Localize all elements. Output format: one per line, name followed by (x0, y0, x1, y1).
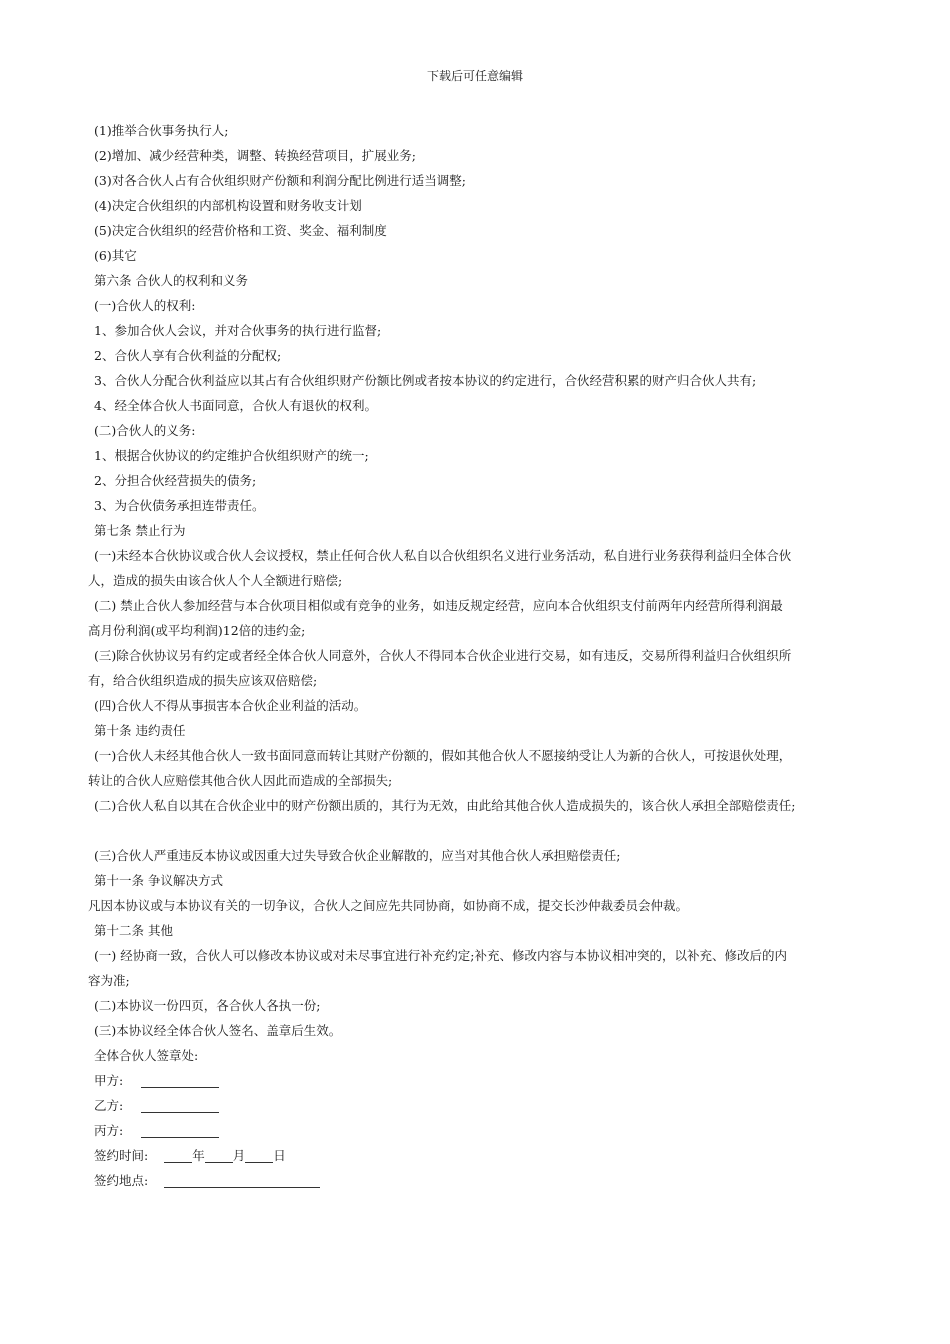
paragraph-line: (一)未经本合伙协议或合伙人会议授权，禁止任何合伙人私自以合伙组织名义进行业务活动，私自进行业务获得利益归全体合伙 (94, 548, 792, 563)
text-line: (2)增加、减少经营种类，调整、转换经营项目，扩展业务; (94, 148, 416, 163)
paragraph (88, 943, 908, 993)
text-line: 4、经全体合伙人书面同意，合伙人有退伙的权利。 (94, 398, 377, 413)
month-label: 月 (232, 1148, 246, 1163)
text-line: (6)其它 (94, 248, 137, 263)
signature-block (88, 1043, 908, 1193)
text-line: (三)合伙人严重违反本协议或因重大过失导致合伙企业解散的，应当对其他合伙人承担赔偿责任; (94, 848, 621, 863)
paragraph (88, 743, 908, 793)
party-a-row (88, 1068, 908, 1093)
month-blank[interactable] (205, 1148, 233, 1163)
text-line: 1、根据合伙协议的约定维护合伙组织财产的统一; (94, 448, 369, 463)
text-line: (三)本协议经全体合伙人签名、盖章后生效。 (94, 1023, 342, 1038)
signature-title: 全体合伙人签章处: (94, 1048, 199, 1063)
year-label: 年 (192, 1148, 205, 1163)
text-line: (4)决定合伙组织的内部机构设置和财务收支计划 (94, 198, 362, 213)
text-line: 2、分担合伙经营损失的债务; (94, 473, 257, 488)
paragraph-line: 转让的合伙人应赔偿其他合伙人因此而造成的全部损失; (88, 773, 393, 788)
party-b-label: 乙方: (94, 1098, 124, 1113)
text-line: 3、合伙人分配合伙利益应以其占有合伙组织财产份额比例或者按本协议的约定进行，合伙经营积累的财产归合伙人共有; (94, 373, 757, 388)
text-line: (二)合伙人私自以其在合伙企业中的财产份额出质的，其行为无效，由此给其他合伙人造成损失的，该合伙人承担全部赔偿责任; (94, 798, 796, 813)
blank-line (88, 818, 908, 843)
year-blank[interactable] (164, 1148, 192, 1163)
signing-place-row (88, 1168, 908, 1193)
day-label: 日 (273, 1148, 286, 1163)
day-blank[interactable] (245, 1148, 273, 1163)
page-header: 下载后可任意编辑 (426, 69, 523, 83)
article-heading: 第十一条 争议解决方式 (94, 873, 223, 888)
paragraph-line: (一) 经协商一致，合伙人可以修改本协议或对未尽事宜进行补充约定;补充、修改内容与本协议相冲突的，以补充、修改后的内 (94, 948, 787, 963)
text-line: (四)合伙人不得从事损害本合伙企业利益的活动。 (94, 698, 367, 713)
paragraph-line: (三)除合伙协议另有约定或者经全体合伙人同意外，合伙人不得同本合伙企业进行交易，如有违反，交易所得利益归合伙组织所 (94, 648, 792, 663)
article-heading: 第七条 禁止行为 (94, 523, 186, 538)
paragraph (88, 643, 908, 693)
text-line: (二)合伙人的义务: (94, 423, 196, 438)
party-b-row (88, 1093, 908, 1118)
signing-place-blank[interactable] (164, 1173, 320, 1188)
text-line: 凡因本协议或与本协议有关的一切争议，合伙人之间应先共同协商，如协商不成，提交长沙仲裁委员会仲裁。 (88, 898, 689, 913)
article-heading: 第十二条 其他 (94, 923, 173, 938)
paragraph-line: 容为准; (88, 973, 130, 988)
signing-date-label: 签约时间: (94, 1148, 149, 1163)
article-heading: 第六条 合伙人的权利和义务 (94, 273, 248, 288)
text-line: 2、合伙人享有合伙利益的分配权; (94, 348, 282, 363)
text-line: (1)推举合伙事务执行人; (94, 123, 229, 138)
paragraph-line: 人，造成的损失由该合伙人个人全额进行赔偿; (88, 573, 343, 588)
paragraph (88, 593, 908, 643)
party-b-signature-blank[interactable] (141, 1098, 219, 1113)
article-heading: 第十条 违约责任 (94, 723, 186, 738)
paragraph-line: (一)合伙人未经其他合伙人一致书面同意而转让其财产份额的，假如其他合伙人不愿接纳受让人为新的合伙人，可按退伙处理， (94, 748, 792, 763)
party-c-signature-blank[interactable] (141, 1123, 219, 1138)
text-line: (3)对各合伙人占有合伙组织财产份额和利润分配比例进行适当调整; (94, 173, 466, 188)
text-line: (一)合伙人的权利: (94, 298, 196, 313)
party-a-label: 甲方: (94, 1073, 124, 1088)
signing-place-label: 签约地点: (94, 1173, 149, 1188)
signing-date-row (88, 1143, 908, 1168)
paragraph-line: 高月份利润(或平均利润)12倍的违约金; (88, 623, 306, 638)
party-c-row (88, 1118, 908, 1143)
party-a-signature-blank[interactable] (141, 1073, 219, 1088)
text-line: 1、参加合伙人会议，并对合伙事务的执行进行监督; (94, 323, 382, 338)
text-line: 3、为合伙债务承担连带责任。 (94, 498, 265, 513)
text-line: (5)决定合伙组织的经营价格和工资、奖金、福利制度 (94, 223, 387, 238)
text-line: (二)本协议一份四页，各合伙人各执一份; (94, 998, 321, 1013)
document-body (88, 118, 908, 1193)
paragraph-line: 有，给合伙组织造成的损失应该双倍赔偿; (88, 673, 318, 688)
paragraph (88, 543, 908, 593)
paragraph-line: (二) 禁止合伙人参加经营与本合伙项目相似或有竞争的业务，如违反规定经营，应向本合伙组织支付前两年内经营所得利润最 (94, 598, 783, 613)
party-c-label: 丙方: (94, 1123, 124, 1138)
